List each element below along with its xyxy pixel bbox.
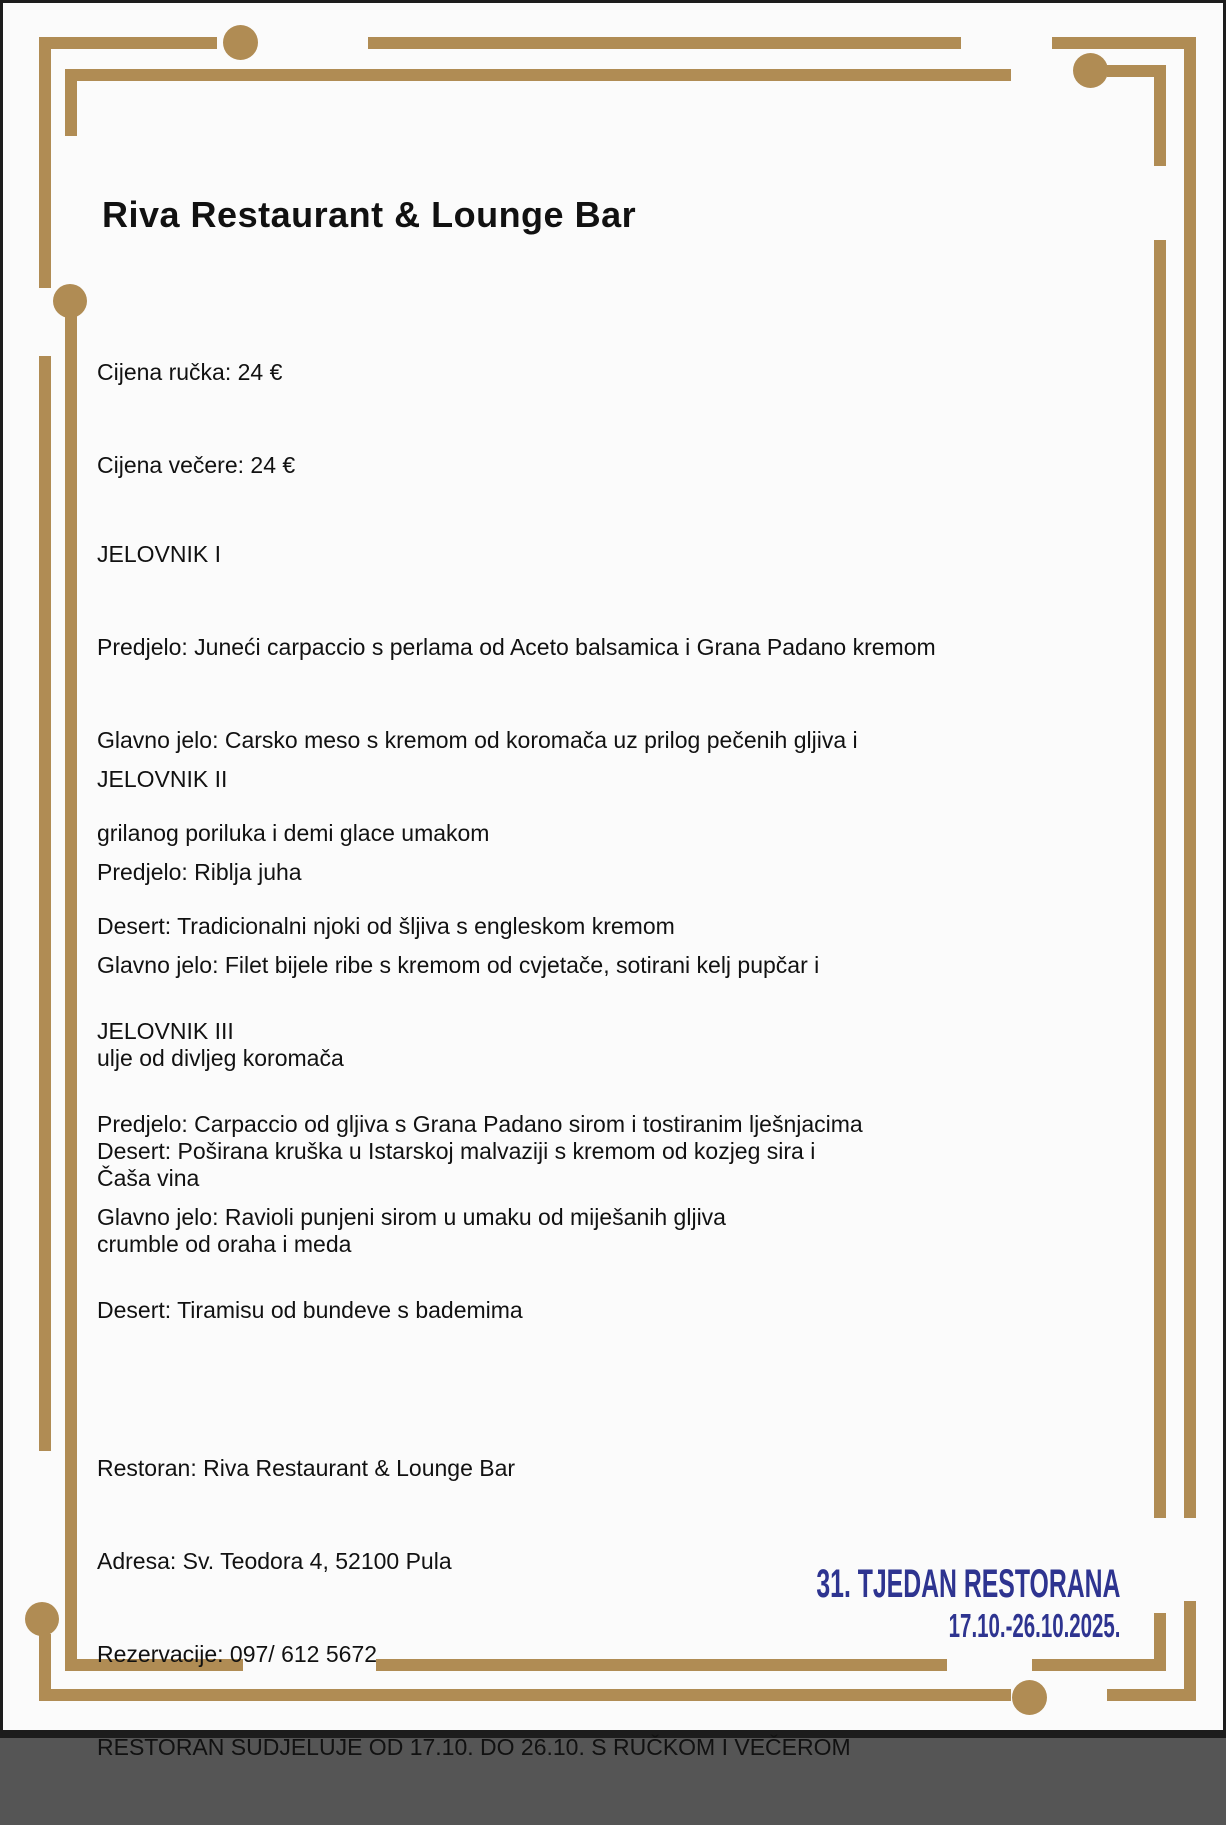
- menu-heading: JELOVNIK I: [97, 541, 221, 567]
- participation-note: RESTORAN SUDJELUJE OD 17.10. DO 26.10. S RUČKOM I VEČEROM: [97, 1734, 851, 1760]
- menu-line: Predjelo: Carpaccio od gljiva s Grana Padano sirom i tostiranim lješnjacima: [97, 1111, 863, 1137]
- menu-line: Desert: Poširana kruška u Istarskoj malvaziji s kremom od kozjeg sira i: [97, 1138, 816, 1164]
- contact-address: Adresa: Sv. Teodora 4, 52100 Pula: [97, 1548, 452, 1574]
- frame-dot: [1073, 53, 1108, 88]
- menu-line: Glavno jelo: Filet bijele ribe s kremom od cvjetače, sotirani kelj pupčar i: [97, 952, 820, 978]
- frame-dot: [223, 25, 258, 60]
- frame-line: [39, 356, 51, 1451]
- frame-line: [368, 37, 961, 49]
- frame-line: [1032, 1659, 1166, 1671]
- frame-dot: [25, 1602, 59, 1636]
- frame-line: [1107, 1689, 1196, 1701]
- contact-reservations: Rezervacije: 097/ 612 5672: [97, 1641, 378, 1667]
- frame-line: [1184, 1601, 1196, 1701]
- menu-line: grilanog poriluka i demi glace umakom: [97, 820, 490, 846]
- event-logo: [630, 1564, 1120, 1642]
- frame-line: [1154, 65, 1166, 166]
- menu-heading: JELOVNIK III: [97, 1018, 234, 1044]
- frame-line: [1184, 37, 1196, 1518]
- lunch-price: Cijena ručka: 24 €: [97, 359, 283, 385]
- event-logo-dates: 17.10.-26.10.2025.: [948, 1607, 1120, 1644]
- dinner-price: Cijena večere: 24 €: [97, 452, 296, 478]
- menu-heading: JELOVNIK II: [97, 766, 228, 792]
- frame-line: [65, 69, 77, 136]
- event-logo-title: 31. TJEDAN RESTORANA: [815, 1562, 1120, 1606]
- menu-section-3: [97, 954, 863, 1388]
- menu-line: Glavno jelo: Carsko meso s kremom od koromača uz prilog pečenih gljiva i: [97, 727, 858, 753]
- wine-note: Čaša vina: [97, 1165, 200, 1191]
- frame-line: [39, 37, 51, 288]
- menu-line: crumble od oraha i meda: [97, 1231, 352, 1257]
- frame-line: [1154, 240, 1166, 1518]
- menu-line: Predjelo: Riblja juha: [97, 859, 302, 885]
- frame-line: [39, 37, 217, 49]
- frame-line: [39, 1634, 51, 1696]
- menu-line: Predjelo: Juneći carpaccio s perlama od Aceto balsamica i Grana Padano kremom: [97, 634, 936, 660]
- menu-line: Desert: Tradicionalni njoki od šljiva s engleskom kremom: [97, 913, 675, 939]
- frame-dot: [1012, 1680, 1047, 1715]
- menu-line: ulje od divljeg koromača: [97, 1045, 344, 1071]
- contact-restaurant: Restoran: Riva Restaurant & Lounge Bar: [97, 1455, 516, 1481]
- frame-line: [65, 301, 77, 1671]
- frame-line: [1052, 37, 1196, 49]
- frame-line: [66, 69, 1011, 81]
- menu-line: Desert: Tiramisu od bundeve s bademima: [97, 1297, 523, 1323]
- restaurant-title: Riva Restaurant & Lounge Bar: [102, 194, 637, 235]
- frame-line: [1154, 1613, 1166, 1671]
- menu-line: Glavno jelo: Ravioli punjeni sirom u umaku od miješanih gljiva: [97, 1204, 726, 1230]
